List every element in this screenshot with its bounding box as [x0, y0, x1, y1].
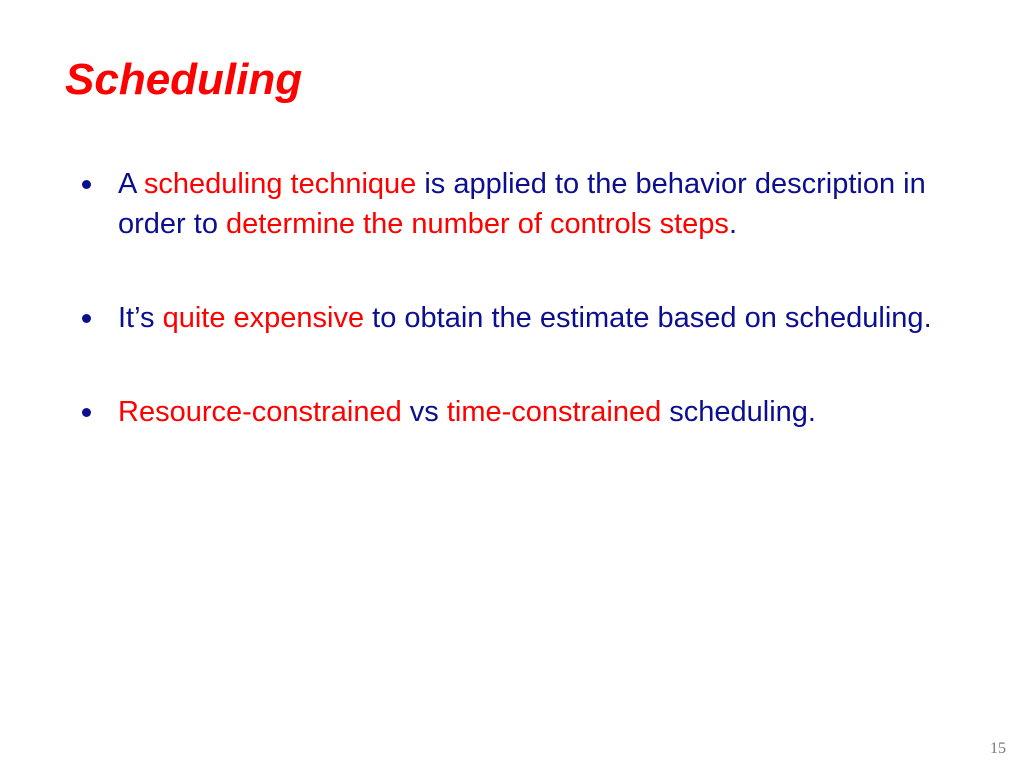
bullet-text	[118, 168, 926, 240]
slide-title: Scheduling	[65, 55, 303, 104]
bullet-dot-icon	[82, 180, 91, 189]
bullet-item	[80, 298, 940, 338]
text-segment: to obtain the estimate based on scheduling.	[364, 302, 932, 334]
bullet-dot-icon	[82, 408, 91, 417]
highlighted-term: time-constrained	[446, 396, 662, 428]
text-segment: It’s	[118, 302, 163, 334]
text-segment: A	[118, 168, 144, 200]
highlighted-term: Resource-constrained	[118, 396, 402, 428]
highlighted-term: determine the number of controls steps	[226, 208, 729, 240]
bullet-item	[80, 392, 940, 432]
text-segment: is applied to the behavior description in order to	[118, 168, 926, 240]
bullet-dot-icon	[82, 314, 91, 323]
text-segment: .	[728, 208, 737, 240]
text-segment: vs	[401, 396, 447, 428]
text-segment: scheduling.	[661, 396, 816, 428]
bullet-text	[118, 302, 932, 334]
bullet-item	[80, 164, 940, 244]
bullet-list	[80, 164, 940, 432]
bullet-text	[118, 396, 816, 428]
highlighted-term: scheduling technique	[143, 168, 417, 200]
highlighted-term: quite expensive	[162, 302, 365, 334]
slide-number: 15	[990, 740, 1006, 757]
